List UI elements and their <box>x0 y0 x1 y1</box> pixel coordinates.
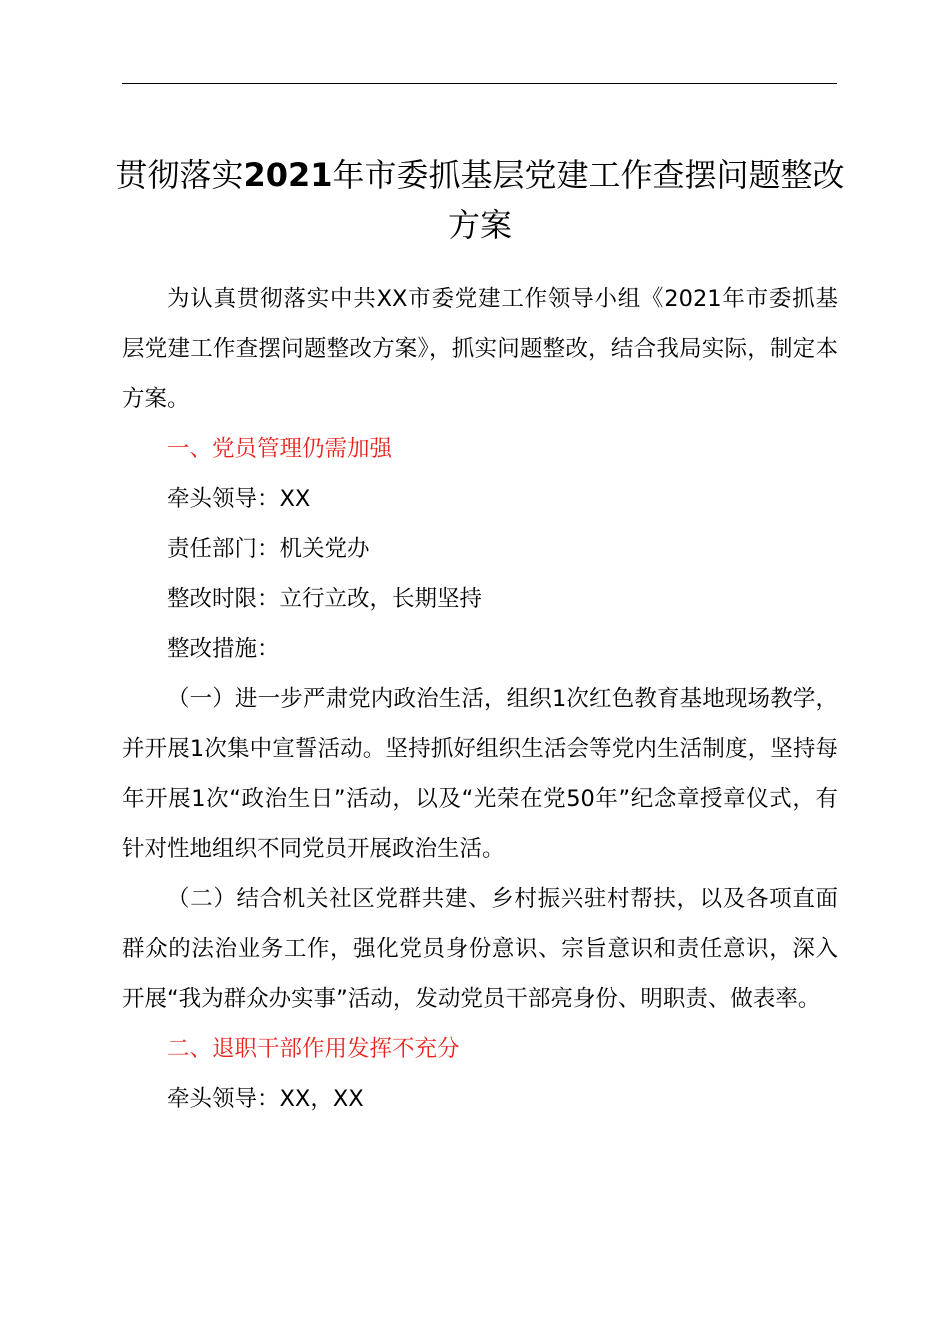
title-part-1: 贯彻落实 <box>115 156 244 194</box>
section-1-item-2: （二）结合机关社区党群共建、乡村振兴驻村帮扶，以及各项直面群众的法治业务工作，强化党员身份意识、宗旨意识和责任意识，深入开展“我为群众办实事”活动，发动党员干部亮身份、明职责、做表率。 <box>122 886 838 1012</box>
section-2-leader: 牵头领导：XX，XX <box>167 1086 364 1112</box>
section-1-department: 责任部门：机关党办 <box>167 536 370 562</box>
section-2-heading: 二、退职干部作用发挥不充分 <box>167 1036 460 1062</box>
section-1-item-1: （一）进一步严肃党内政治生活，组织1次红色教育基地现场教学，并开展1次集中宣誓活动。坚持抓好组织生活会等党内生活制度，坚持每年开展1次“政治生日”活动，以及“光荣在党50年”纪念章授章仪式，有针对性地组织不同党员开展政治生活。 <box>122 686 838 862</box>
title-year: 2021 <box>243 156 333 194</box>
document-body <box>122 274 838 1124</box>
document-title <box>110 150 850 250</box>
intro-paragraph: 为认真贯彻落实中共XX市委党建工作领导小组《2021年市委抓基层党建工作查摆问题整改方案》，抓实问题整改，结合我局实际，制定本方案。 <box>122 286 838 412</box>
section-1-leader: 牵头领导：XX <box>167 486 311 512</box>
header-rule <box>122 83 837 84</box>
section-1-heading: 一、党员管理仍需加强 <box>167 436 393 462</box>
title-part-2: 年市委抓基层党建工作查摆问题整改方案 <box>332 156 845 244</box>
section-1-measures-label: 整改措施： <box>167 636 280 662</box>
section-1-deadline: 整改时限：立行立改，长期坚持 <box>167 586 483 612</box>
